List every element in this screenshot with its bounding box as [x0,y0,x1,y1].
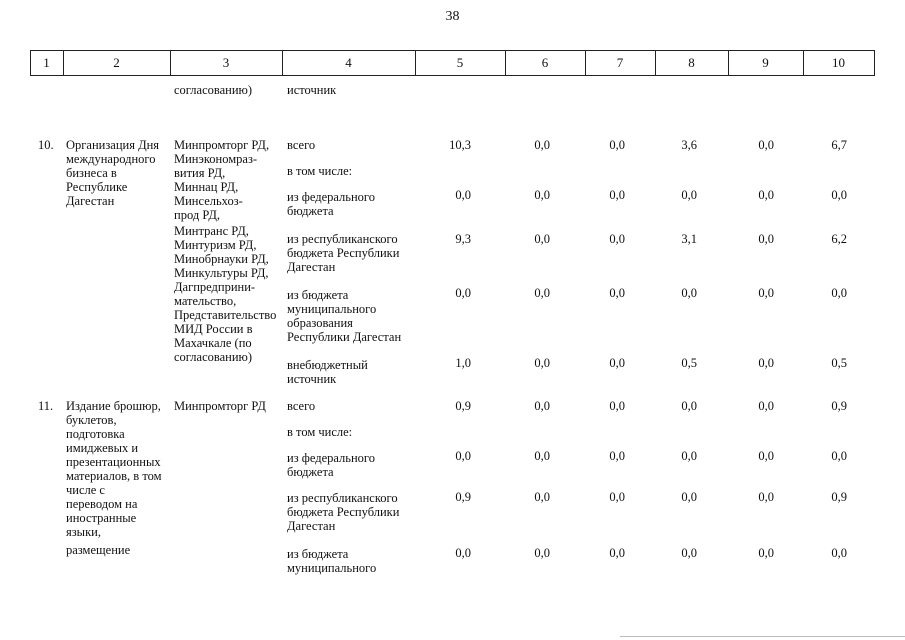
item-name-line: бизнеса в [66,166,117,180]
item-name-line: подготовка [66,427,125,441]
executor-line: Минпромторг РД [174,399,266,413]
funding-source: Дагестан [287,519,336,533]
funding-source: бюджета [287,204,334,218]
item-name-line: материалов, в том [66,469,162,483]
item-name-line: иностранные [66,511,137,525]
value-col-10: 6,2 [831,232,847,246]
value-col-7: 0,0 [609,490,625,504]
funding-source: внебюджетный [287,358,368,372]
item-name-line: размещение [66,543,131,557]
executor-line: Минсельхоз- [174,194,243,208]
executor-line: согласованию) [174,350,253,364]
value-col-9: 0,0 [758,286,774,300]
header-col-6: 6 [541,55,549,70]
value-col-8: 3,1 [681,232,697,246]
value-col-6: 0,0 [534,232,550,246]
header-col-8: 8 [688,55,695,70]
value-col-9: 0,0 [758,490,774,504]
item-name-line: языки, [66,525,101,539]
value-col-8: 0,0 [681,399,697,413]
header-top-border [30,50,874,51]
header-divider [874,50,875,76]
funding-source: всего [287,138,316,152]
value-col-7: 0,0 [609,232,625,246]
value-col-10: 0,9 [831,490,847,504]
item-name-line: Издание брошюр, [66,399,161,413]
executor-line: мательство, [174,294,237,308]
value-col-6: 0,0 [534,399,550,413]
value-col-6: 0,0 [534,490,550,504]
funding-source: бюджета Республики [287,505,400,519]
value-col-10: 0,0 [831,449,847,463]
value-col-7: 0,0 [609,399,625,413]
value-col-8: 0,0 [681,546,697,560]
value-col-5: 0,0 [455,188,471,202]
value-col-9: 0,0 [758,449,774,463]
item-number: 10. [38,138,54,152]
header-col-5: 5 [456,55,464,70]
item-name-line: Дагестан [66,194,115,208]
funding-source: бюджета [287,465,334,479]
scan-edge [620,636,905,637]
funding-source: источник [287,372,337,386]
continuation-source: источник [287,83,337,97]
funding-source: образования [287,316,353,330]
funding-source: из бюджета [287,288,349,302]
value-col-7: 0,0 [609,138,625,152]
header-col-9: 9 [762,55,769,70]
value-col-5: 9,3 [455,232,471,246]
value-col-8: 0,0 [681,286,697,300]
value-col-6: 0,0 [534,356,550,370]
header-col-7: 7 [616,55,624,70]
value-col-8: 0,0 [681,490,697,504]
executor-line: МИД России в [174,322,253,336]
item-name-line: имиджевых и [66,441,139,455]
executor-line: Минэкономраз- [174,152,258,166]
value-col-5: 0,0 [455,286,471,300]
value-col-9: 0,0 [758,356,774,370]
funding-source: из республиканского [287,491,398,505]
item-name-line: переводом на [66,497,138,511]
funding-source: муниципального [287,561,377,575]
funding-source: в том числе: [287,164,353,178]
header-col-2: 2 [113,55,120,70]
value-col-10: 0,0 [831,188,847,202]
value-col-5: 10,3 [449,138,471,152]
executor-line: Минтуризм РД, [174,238,257,252]
header-col-3: 3 [222,55,230,70]
funding-source: в том числе: [287,425,353,439]
funding-source: из федерального [287,190,375,204]
value-col-10: 6,7 [831,138,847,152]
value-col-5: 0,0 [455,449,471,463]
value-col-8: 0,5 [681,356,697,370]
value-col-6: 0,0 [534,286,550,300]
executor-line: прод РД, [174,208,220,222]
value-col-6: 0,0 [534,188,550,202]
item-name-line: буклетов, [66,413,117,427]
value-col-5: 0,0 [455,546,471,560]
item-name-line: числе с [66,483,105,497]
value-col-5: 0,9 [455,399,471,413]
value-col-5: 0,9 [455,490,471,504]
value-col-9: 0,0 [758,188,774,202]
header-col-4: 4 [345,55,352,70]
value-col-6: 0,0 [534,546,550,560]
value-col-9: 0,0 [758,138,774,152]
item-name-line: международного [66,152,156,166]
value-col-10: 0,0 [831,546,847,560]
page-number: 38 [445,9,460,24]
item-name-line: Организация Дня [66,138,160,152]
executor-line: Дагпредприни- [174,280,256,294]
funding-source: Дагестан [287,260,336,274]
value-col-10: 0,0 [831,286,847,300]
funding-source: Республики Дагестан [287,330,402,344]
item-number: 11. [38,399,54,413]
value-col-9: 0,0 [758,546,774,560]
executor-line: Махачкале (по [174,336,252,350]
value-col-7: 0,0 [609,449,625,463]
executor-line: Минобрнауки РД, [174,252,269,266]
funding-source: всего [287,399,316,413]
value-col-7: 0,0 [609,286,625,300]
item-name-line: презентационных [66,455,161,469]
value-col-5: 1,0 [455,356,471,370]
header-bottom-border [30,75,874,76]
value-col-9: 0,0 [758,232,774,246]
value-col-10: 0,5 [831,356,847,370]
executor-line: Минпромторг РД, [174,138,270,152]
funding-source: из бюджета [287,547,349,561]
value-col-8: 0,0 [681,449,697,463]
funding-source: бюджета Республики [287,246,400,260]
value-col-10: 0,9 [831,399,847,413]
executor-line: Минтранс РД, [174,224,249,238]
value-col-7: 0,0 [609,356,625,370]
value-col-8: 3,6 [681,138,697,152]
value-col-9: 0,0 [758,399,774,413]
value-col-8: 0,0 [681,188,697,202]
value-col-7: 0,0 [609,188,625,202]
value-col-7: 0,0 [609,546,625,560]
executor-line: вития РД, [174,166,226,180]
value-col-6: 0,0 [534,138,550,152]
header-col-1: 1 [43,55,50,70]
continuation-executor: согласованию) [174,83,253,97]
executor-line: Минкультуры РД, [174,266,269,280]
executor-line: Миннац РД, [174,180,239,194]
funding-source: из республиканского [287,232,398,246]
header-col-10: 10 [832,55,845,70]
item-name-line: Республике [66,180,128,194]
executor-line: Представительство [174,308,277,322]
funding-source: из федерального [287,451,375,465]
funding-source: муниципального [287,302,377,316]
value-col-6: 0,0 [534,449,550,463]
